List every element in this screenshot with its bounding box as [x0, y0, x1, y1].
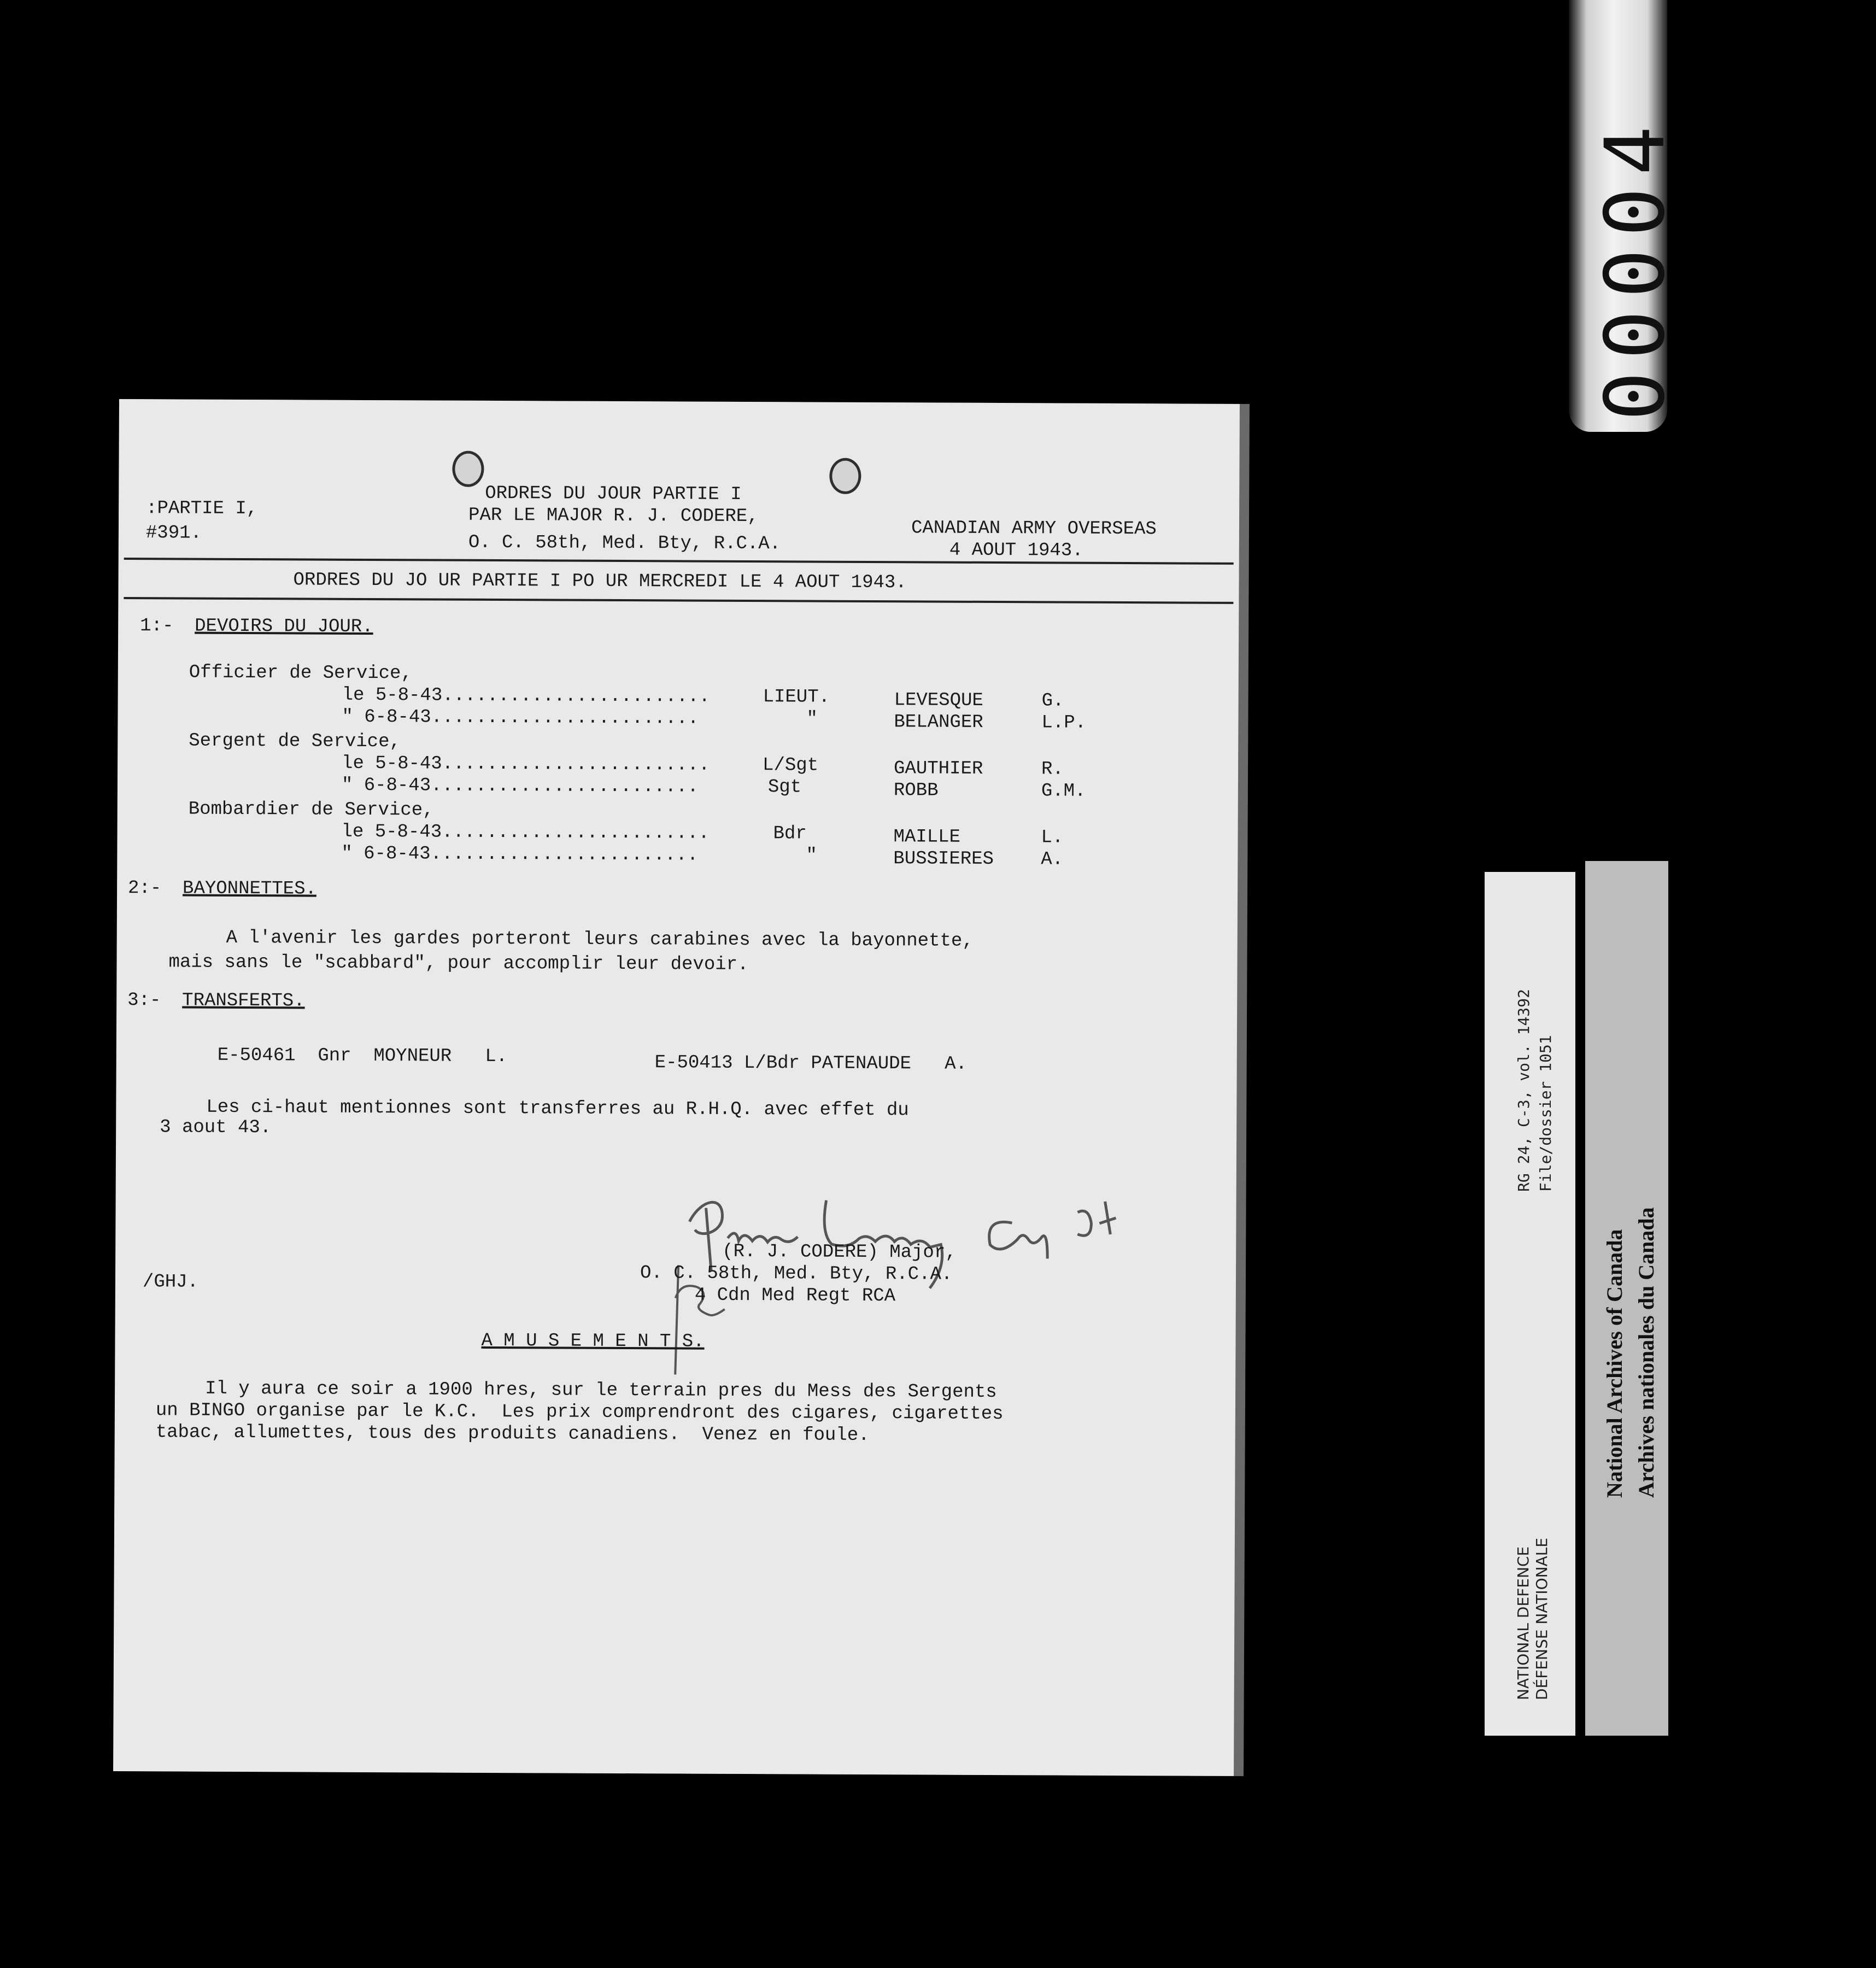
duty-initials: L. [1041, 827, 1064, 848]
header-title: ORDRES DU JOUR PARTIE I [485, 483, 742, 505]
transfer-entry: E-50461 Gnr MOYNEUR L. [217, 1045, 508, 1068]
section2-heading: BAYONNETTES. [183, 878, 317, 900]
duty-name: ROBB [893, 780, 939, 801]
frame-number: 00004 [1588, 114, 1683, 421]
duty-name: BUSSIERES [893, 848, 994, 870]
bayonet-text: A l'avenir les gardes porteront leurs carabines avec la bayonnette, [226, 927, 974, 952]
punch-hole-icon [829, 458, 861, 494]
amusements-heading: A M U S E M E N T S. [481, 1330, 705, 1352]
punch-hole-icon [452, 451, 484, 487]
department-line: NATIONAL DEFENCE [1514, 1546, 1532, 1700]
header-order-number: #391. [145, 523, 202, 544]
section1-number: 1:- [140, 616, 174, 637]
duty-initials: L.P. [1041, 712, 1087, 734]
bayonet-text: mais sans le "scabbard", pour accomplir leur devoir. [168, 952, 749, 976]
duty-rank: Sgt [767, 777, 802, 798]
department-line: DÉFENSE NATIONALE [1533, 1537, 1551, 1700]
header-unit: O. C. 58th, Med. Bty, R.C.A. [468, 532, 781, 555]
transfer-text: Les ci-haut mentionnes sont transferres au R.H.Q. avec effet du [206, 1097, 909, 1121]
header-by-major: PAR LE MAJOR R. J. CODERE, [468, 505, 759, 528]
duty-date: " 6-8-43........................ [341, 843, 699, 866]
document-page [113, 399, 1240, 1776]
duty-initials: G.M. [1041, 781, 1086, 802]
archives-line: National Archives of Canada [1602, 1229, 1627, 1498]
duty-initials: R. [1041, 759, 1064, 780]
section3-heading: TRANSFERTS. [182, 990, 305, 1012]
duty-rank: " [806, 708, 818, 730]
file-reference-line: File/dossier 1051 [1537, 1035, 1555, 1192]
header-subtitle: ORDRES DU JO UR PARTIE I PO UR MERCREDI LE 4 AOUT 1943. [293, 570, 907, 594]
amusements-text: tabac, allumettes, tous des produits canadiens. Venez en foule. [155, 1422, 870, 1446]
archives-name [1599, 1207, 1662, 1498]
transfer-text: 3 aout 43. [160, 1117, 272, 1139]
duty-initials: A. [1041, 849, 1064, 870]
duty-date: " 6-8-43........................ [341, 775, 699, 798]
section3-number: 3:- [127, 990, 161, 1011]
officier-label: Officier de Service, [189, 662, 412, 684]
bombardier-label: Bombardier de Service, [188, 799, 434, 821]
duty-rank: LIEUT. [763, 687, 830, 708]
subtitle-rule [124, 597, 1233, 604]
duty-date: le 5-8-43........................ [342, 684, 711, 707]
header-partie: :PARTIE I, [146, 498, 258, 520]
department-name [1514, 1538, 1551, 1700]
duty-date: le 5-8-43........................ [341, 821, 710, 844]
duty-initials: G. [1041, 690, 1064, 712]
file-reference [1513, 989, 1557, 1192]
section2-number: 2:- [128, 878, 162, 899]
duty-rank: Bdr [773, 823, 807, 845]
amusements-text: Il y aura ce soir a 1900 hres, sur le terrain pres du Mess des Sergents [205, 1378, 997, 1403]
header-army: CANADIAN ARMY OVERSEAS [911, 518, 1157, 540]
duty-date: le 5-8-43........................ [342, 753, 710, 776]
sergent-label: Sergent de Service, [189, 730, 401, 753]
signatory-name: (R. J. CODERE) Major, [722, 1241, 957, 1263]
duty-name: LEVESQUE [894, 690, 983, 711]
section1-heading: DEVOIRS DU JOUR. [195, 616, 373, 638]
transfer-entry: E-50413 L/Bdr PATENAUDE A. [654, 1052, 968, 1075]
typist-initials: /GHJ. [142, 1272, 199, 1293]
duty-name: BELANGER [894, 712, 983, 733]
amusements-text: un BINGO organise par le K.C. Les prix comprendront des cigares, cigarettes [155, 1400, 1004, 1425]
archives-line: Archives nationales du Canada [1634, 1207, 1658, 1498]
duty-name: GAUTHIER [893, 758, 983, 780]
signatory-regiment: 4 Cdn Med Regt RCA [694, 1285, 896, 1307]
duty-date: " 6-8-43........................ [342, 706, 699, 729]
file-reference-line: RG 24, C-3, vol. 14392 [1515, 989, 1533, 1192]
duty-name: MAILLE [893, 827, 961, 848]
duty-rank: " [806, 845, 817, 866]
duty-rank: L/Sgt [763, 755, 819, 776]
signatory-unit: O. C. 58th, Med. Bty, R.C.A. [640, 1263, 953, 1285]
header-date: 4 AOUT 1943. [949, 540, 1083, 561]
